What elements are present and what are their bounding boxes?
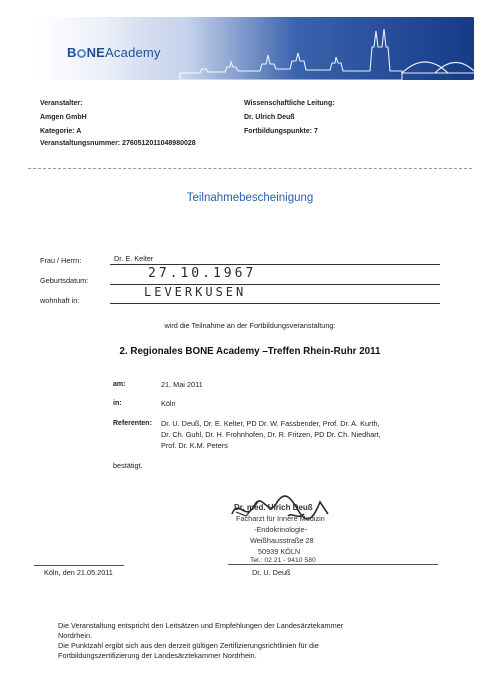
header-banner bbox=[30, 17, 474, 80]
logo-ring-icon bbox=[77, 49, 86, 58]
dob-label: Geburtsdatum: bbox=[40, 276, 89, 285]
signature-scribble bbox=[228, 492, 348, 526]
stamp-specialty: Facharzt für Innere Medizin bbox=[236, 514, 325, 523]
event-number: Veranstaltungsnummer: 2760512011048980028 bbox=[40, 140, 196, 147]
stamp-subspecialty: -Endokrinologie- bbox=[254, 525, 308, 534]
date-value: 21. Mai 2011 bbox=[161, 380, 203, 389]
organizer-label: Veranstalter: bbox=[40, 100, 83, 107]
name-underline bbox=[110, 264, 440, 265]
place-date: Köln, den 21.05.2011 bbox=[44, 568, 113, 577]
certificate-title: Teilnahmebescheinigung bbox=[186, 192, 314, 204]
place-label: in: bbox=[113, 400, 122, 407]
signer-name: Dr. U. Deuß bbox=[252, 568, 291, 577]
footer-note: Die Punktzahl ergibt sich aus den derzeit gültigen Zertifizierungsrichtlinien für die bbox=[58, 641, 319, 650]
signature-line bbox=[228, 564, 438, 565]
city-underline bbox=[110, 303, 440, 304]
speakers-line: Dr. Ch. Guhl, Dr. H. Frohnhofen, Dr. R. Fritzen, PD Dr. Ch. Niedhart, bbox=[161, 430, 381, 439]
stamp-street: Weißhausstraße 28 bbox=[250, 536, 314, 545]
city-label: wohnhaft in: bbox=[40, 296, 80, 305]
logo-academy-text: Academy bbox=[105, 45, 161, 60]
speakers-label: Referenten: bbox=[113, 420, 152, 427]
scientific-lead-label: Wissenschaftliche Leitung: bbox=[244, 100, 335, 107]
stamp-phone: Tel.: 02 21 - 9410 580 bbox=[250, 557, 316, 564]
name-value: Dr. E. Kelter bbox=[114, 254, 154, 263]
footer-note: Die Veranstaltung entspricht den Leitsätzen und Empfehlungen der Landesärztekammer bbox=[58, 621, 344, 630]
stamp-city: 50939 KÖLN bbox=[258, 547, 301, 556]
divider bbox=[28, 168, 472, 169]
name-label: Frau / Herrn: bbox=[40, 256, 82, 265]
date-label: am: bbox=[113, 381, 126, 388]
place-date-line bbox=[34, 565, 124, 566]
city-value: LEVERKUSEN bbox=[144, 285, 247, 299]
training-points: Fortbildungspunkte: 7 bbox=[244, 128, 318, 135]
place-value: Köln bbox=[161, 399, 176, 408]
footer-note: Nordrhein. bbox=[58, 631, 93, 640]
category: Kategorie: A bbox=[40, 128, 82, 135]
bone-academy-logo: B NEAcademy bbox=[67, 45, 161, 60]
logo-bone-text: NE bbox=[86, 45, 106, 60]
stamp-name: Dr. med. Ulrich Deuß bbox=[234, 503, 313, 512]
dob-value: 27.10.1967 bbox=[148, 266, 257, 281]
confirmed-text: bestätigt. bbox=[113, 461, 143, 470]
footer-note: Fortbildungszertifizierung der Landesärztekammer Nordrhein. bbox=[58, 651, 257, 660]
speakers-line: Prof. Dr. K.M. Peters bbox=[161, 441, 228, 450]
scientific-lead-value: Dr. Ulrich Deuß bbox=[244, 114, 295, 121]
event-title: 2. Regionales BONE Academy –Treffen Rhein-Ruhr 2011 bbox=[119, 346, 381, 357]
organizer-value: Amgen GmbH bbox=[40, 114, 87, 121]
speakers-line: Dr. U. Deuß, Dr. E. Kelter, PD Dr. W. Fassbender, Prof. Dr. A. Kurth, bbox=[161, 419, 380, 428]
participation-text: wird die Teilnahme an der Fortbildungsveranstaltung: bbox=[164, 321, 336, 330]
